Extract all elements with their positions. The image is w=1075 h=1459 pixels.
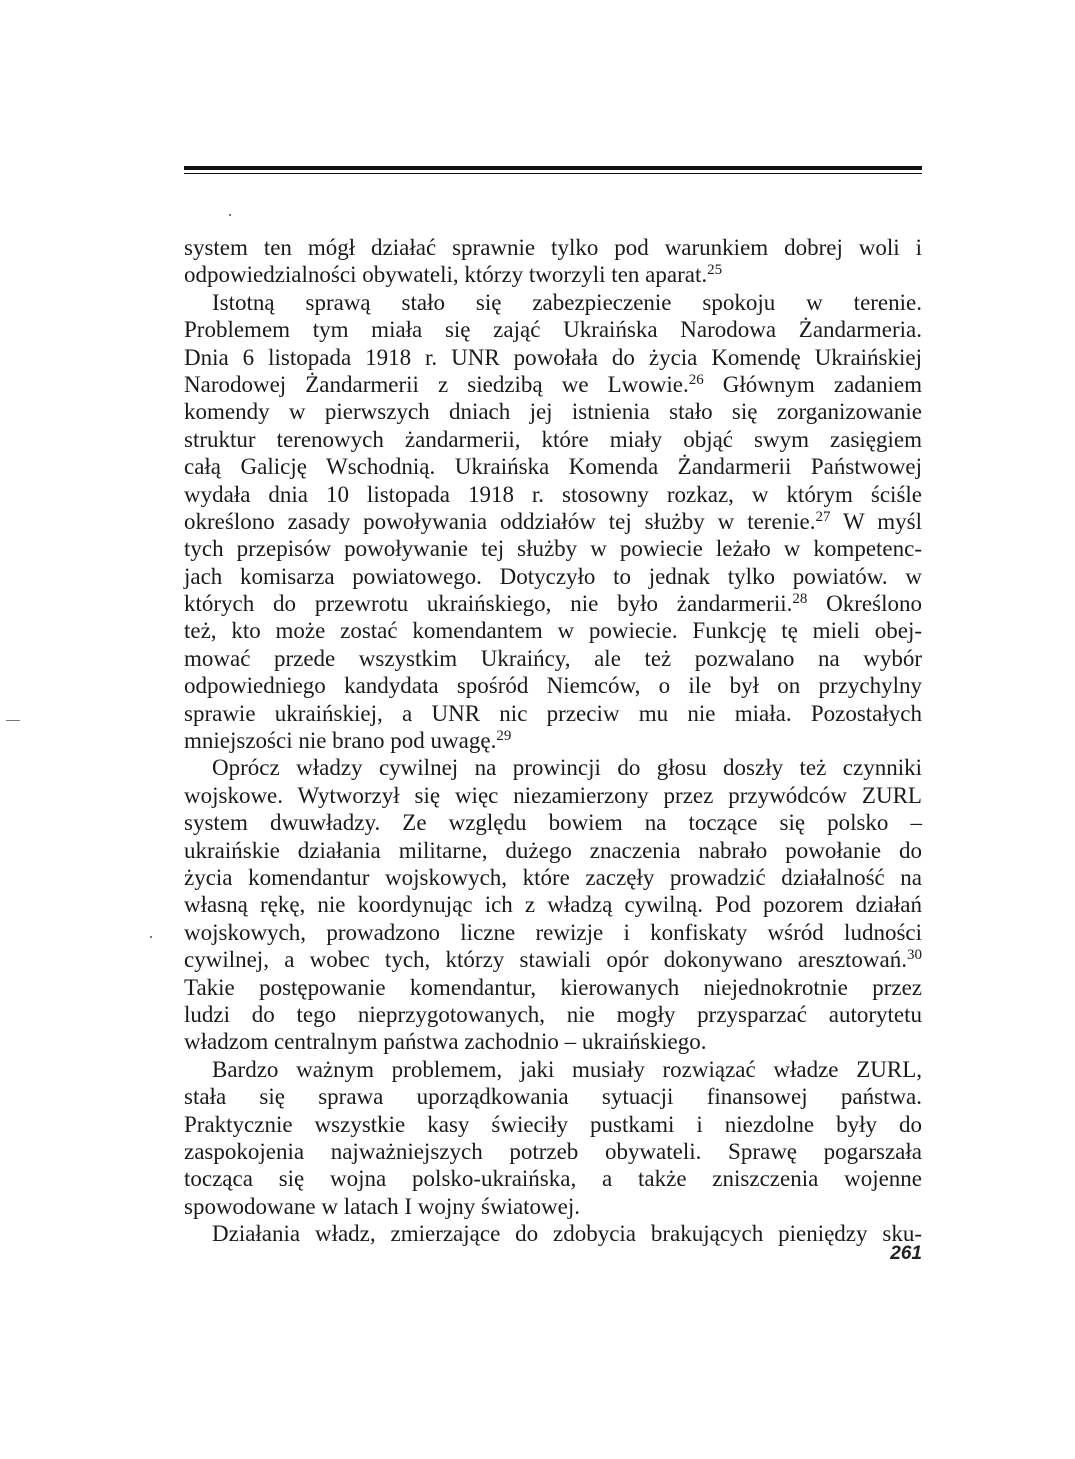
line-text: sprawie ukraińskiej, a UNR nic przeciw mu nie miała. Pozostałych [184,700,922,726]
line-text: mować przede wszystkim Ukraińcy, ale też pozwalano na wybór [184,645,922,671]
line-text: zaspokojenia najważniejszych potrzeb obywateli. Sprawę pogarszała [184,1138,922,1164]
paragraph [184,234,922,289]
paragraph [184,1220,922,1247]
line-text: całą Galicję Wschodnią. Ukraińska Komenda Żandarmerii Państwowej [184,454,922,480]
text-line [184,1083,922,1110]
text-line [184,563,922,590]
line-text: system dwuwładzy. Ze względu bowiem na toczące się polsko – [184,810,922,836]
page-number: 261 [890,1243,922,1264]
line-text: wojskowych, prowadzono liczne rewizje i konfiskaty wśród ludności [184,919,922,945]
text-line [184,700,922,727]
text-line [184,645,922,672]
line-text: Istotną sprawą stało się zabezpieczenie spokoju w terenie. [212,289,922,315]
text-line [184,1028,922,1055]
line-text: ludzi do tego nieprzygotowanych, nie mogły przysparzać autorytetu [184,1001,922,1027]
text-line [184,1193,922,1220]
line-text: Narodowej Żandarmerii z siedzibą we Lwowie. [184,371,689,397]
text-line [184,535,922,562]
text-line [184,1056,922,1083]
line-text: określono zasady powoływania oddziałów tej służby w terenie. [184,508,816,534]
paragraph [184,1056,922,1220]
text-line [184,371,922,398]
line-text: własną rękę, nie koordynując ich z władzą cywilną. Pod pozorem działań [184,892,922,918]
line-text: odpowiedzialności obywateli, którzy tworzyli ten aparat. [184,262,708,288]
text-line [184,919,922,946]
line-text: ukraińskie działania militarne, dużego znaczenia nabrało powołanie do [184,837,922,863]
text-line [184,946,922,973]
line-text: Praktycznie wszystkie kasy świeciły pustkami i niezdolne były do [184,1111,922,1137]
footnote-ref: 28 [792,590,808,607]
footnote-ref: 29 [496,727,512,744]
paragraph [184,754,922,1055]
header-rule-thin [184,173,922,174]
line-text-continued: W myśl [830,508,922,534]
footnote-ref: 27 [815,508,831,525]
text-line [184,289,922,316]
text-line [184,234,922,261]
line-text: Działania władz, zmierzające do zdobycia brakujących pieniędzy sku- [212,1221,922,1247]
line-text: Bardzo ważnym problemem, jaki musiały rozwiązać władze ZURL, [212,1056,922,1082]
text-line [184,1138,922,1165]
scan-speck [6,720,20,721]
text-line [184,590,922,617]
text-line [184,727,922,754]
line-text: mniejszości nie brano pod uwagę. [184,728,497,754]
scan-speck [150,936,152,938]
footnote-ref: 26 [688,371,704,388]
line-text: stała się sprawa uporządkowania sytuacji finansowej państwa. [184,1084,922,1110]
text-line [184,508,922,535]
scan-speck [229,214,231,216]
text-line [184,1165,922,1192]
line-text: komendy w pierwszych dniach jej istnienia stało się zorganizowanie [184,399,922,425]
line-text: jach komisarza powiatowego. Dotyczyło to jednak tylko powiatów. w [184,563,922,589]
footnote-ref: 30 [907,946,922,963]
text-line [184,891,922,918]
line-text: władzom centralnym państwa zachodnio – ukraińskiego. [184,1029,707,1055]
text-line [184,261,922,288]
line-text: Dnia 6 listopada 1918 r. UNR powołała do życia Komendę Ukraińskiej [184,344,922,370]
line-text: cywilnej, a wobec tych, którzy stawiali opór dokonywano aresztowań. [184,947,907,973]
footnote-ref: 25 [707,262,723,279]
text-line [184,809,922,836]
line-text: wydała dnia 10 listopada 1918 r. stosowny rozkaz, w którym ściśle [184,481,922,507]
line-text: system ten mógł działać sprawnie tylko pod warunkiem dobrej woli i [184,235,922,260]
text-line [184,1111,922,1138]
text-line [184,782,922,809]
body-text [184,234,922,1247]
line-text: wojskowe. Wytworzył się więc niezamierzony przez przywódców ZURL [184,782,922,808]
text-line [184,1001,922,1028]
paragraph [184,289,922,755]
text-line [184,344,922,371]
line-text: Oprócz władzy cywilnej na prowincji do głosu doszły też czynniki [212,755,922,781]
line-text: Problemem tym miała się zająć Ukraińska Narodowa Żandarmeria. [184,317,922,343]
line-text: odpowiedniego kandydata spośród Niemców, o ile był on przychylny [184,673,922,699]
text-line [184,481,922,508]
line-text: struktur terenowych żandarmerii, które miały objąć swym zasięgiem [184,426,922,452]
text-line [184,864,922,891]
text-line [184,398,922,425]
text-line [184,837,922,864]
text-line [184,453,922,480]
header-rule-thick [184,166,922,170]
line-text: tocząca się wojna polsko-ukraińska, a także zniszczenia wojenne [184,1166,922,1192]
line-text: spowodowane w latach I wojny światowej. [184,1193,581,1219]
text-line [184,672,922,699]
line-text: Takie postępowanie komendantur, kierowanych niejednokrotnie przez [184,974,922,1000]
text-line [184,754,922,781]
line-text-continued: Głównym zadaniem [703,371,922,397]
text-line [184,426,922,453]
text-line [184,974,922,1001]
line-text-continued: Określono [807,591,922,617]
text-line [184,1220,922,1247]
line-text: życia komendantur wojskowych, które zaczęły prowadzić działalność na [184,864,922,890]
line-text: których do przewrotu ukraińskiego, nie było żandarmerii. [184,591,793,617]
text-line [184,617,922,644]
line-text: tych przepisów powoływanie tej służby w powiecie leżało w kompetenc- [184,536,922,562]
text-line [184,316,922,343]
line-text: też, kto może zostać komendantem w powiecie. Funkcję tę mieli obej- [184,618,922,644]
